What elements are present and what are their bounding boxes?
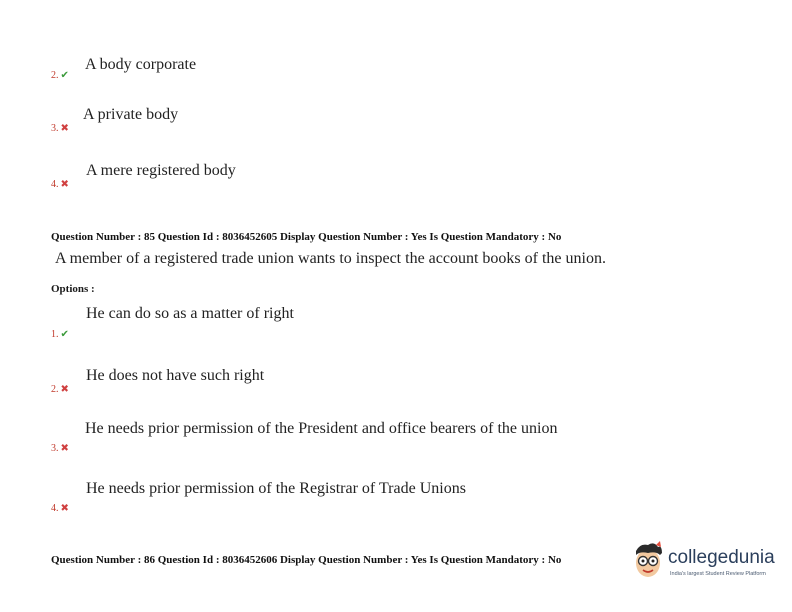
options-label: Options :: [51, 283, 95, 295]
option-text: He can do so as a matter of right: [86, 305, 294, 322]
check-icon: ✔: [60, 70, 69, 81]
option-number: 2. ✖: [51, 384, 69, 395]
option-text: He needs prior permission of the President and office bearers of the union: [85, 420, 558, 437]
option-number: 1. ✔: [51, 329, 69, 340]
check-icon: ✔: [60, 329, 69, 340]
option-number: 3. ✖: [51, 443, 69, 454]
logo-wordmark: collegedunia: [668, 547, 775, 568]
option-text: He needs prior permission of the Registrar of Trade Unions: [86, 480, 466, 497]
cross-icon: ✖: [60, 123, 69, 134]
mascot-face-icon: [630, 541, 666, 581]
option-number: 4. ✖: [51, 503, 69, 514]
question-text: A member of a registered trade union wants to inspect the account books of the union.: [55, 250, 606, 267]
cross-icon: ✖: [60, 503, 69, 514]
question-meta-85: Question Number : 85 Question Id : 8036452605 Display Question Number : Yes Is Question Mandatory : No: [51, 231, 562, 243]
collegedunia-logo: [630, 541, 780, 585]
option-text: He does not have such right: [86, 367, 265, 384]
cross-icon: ✖: [60, 179, 69, 190]
option-text: A body corporate: [85, 56, 197, 73]
question-meta-86: Question Number : 86 Question Id : 8036452606 Display Question Number : Yes Is Question Mandatory : No: [51, 554, 562, 566]
option-number: 3. ✖: [51, 123, 69, 134]
option-number: 4. ✖: [51, 179, 69, 190]
option-text: A mere registered body: [86, 162, 236, 179]
logo-tagline: India's largest Student Review Platform: [670, 571, 766, 577]
option-number: 2. ✔: [51, 70, 69, 81]
option-text: A private body: [83, 106, 179, 123]
cross-icon: ✖: [60, 384, 69, 395]
cross-icon: ✖: [60, 443, 69, 454]
